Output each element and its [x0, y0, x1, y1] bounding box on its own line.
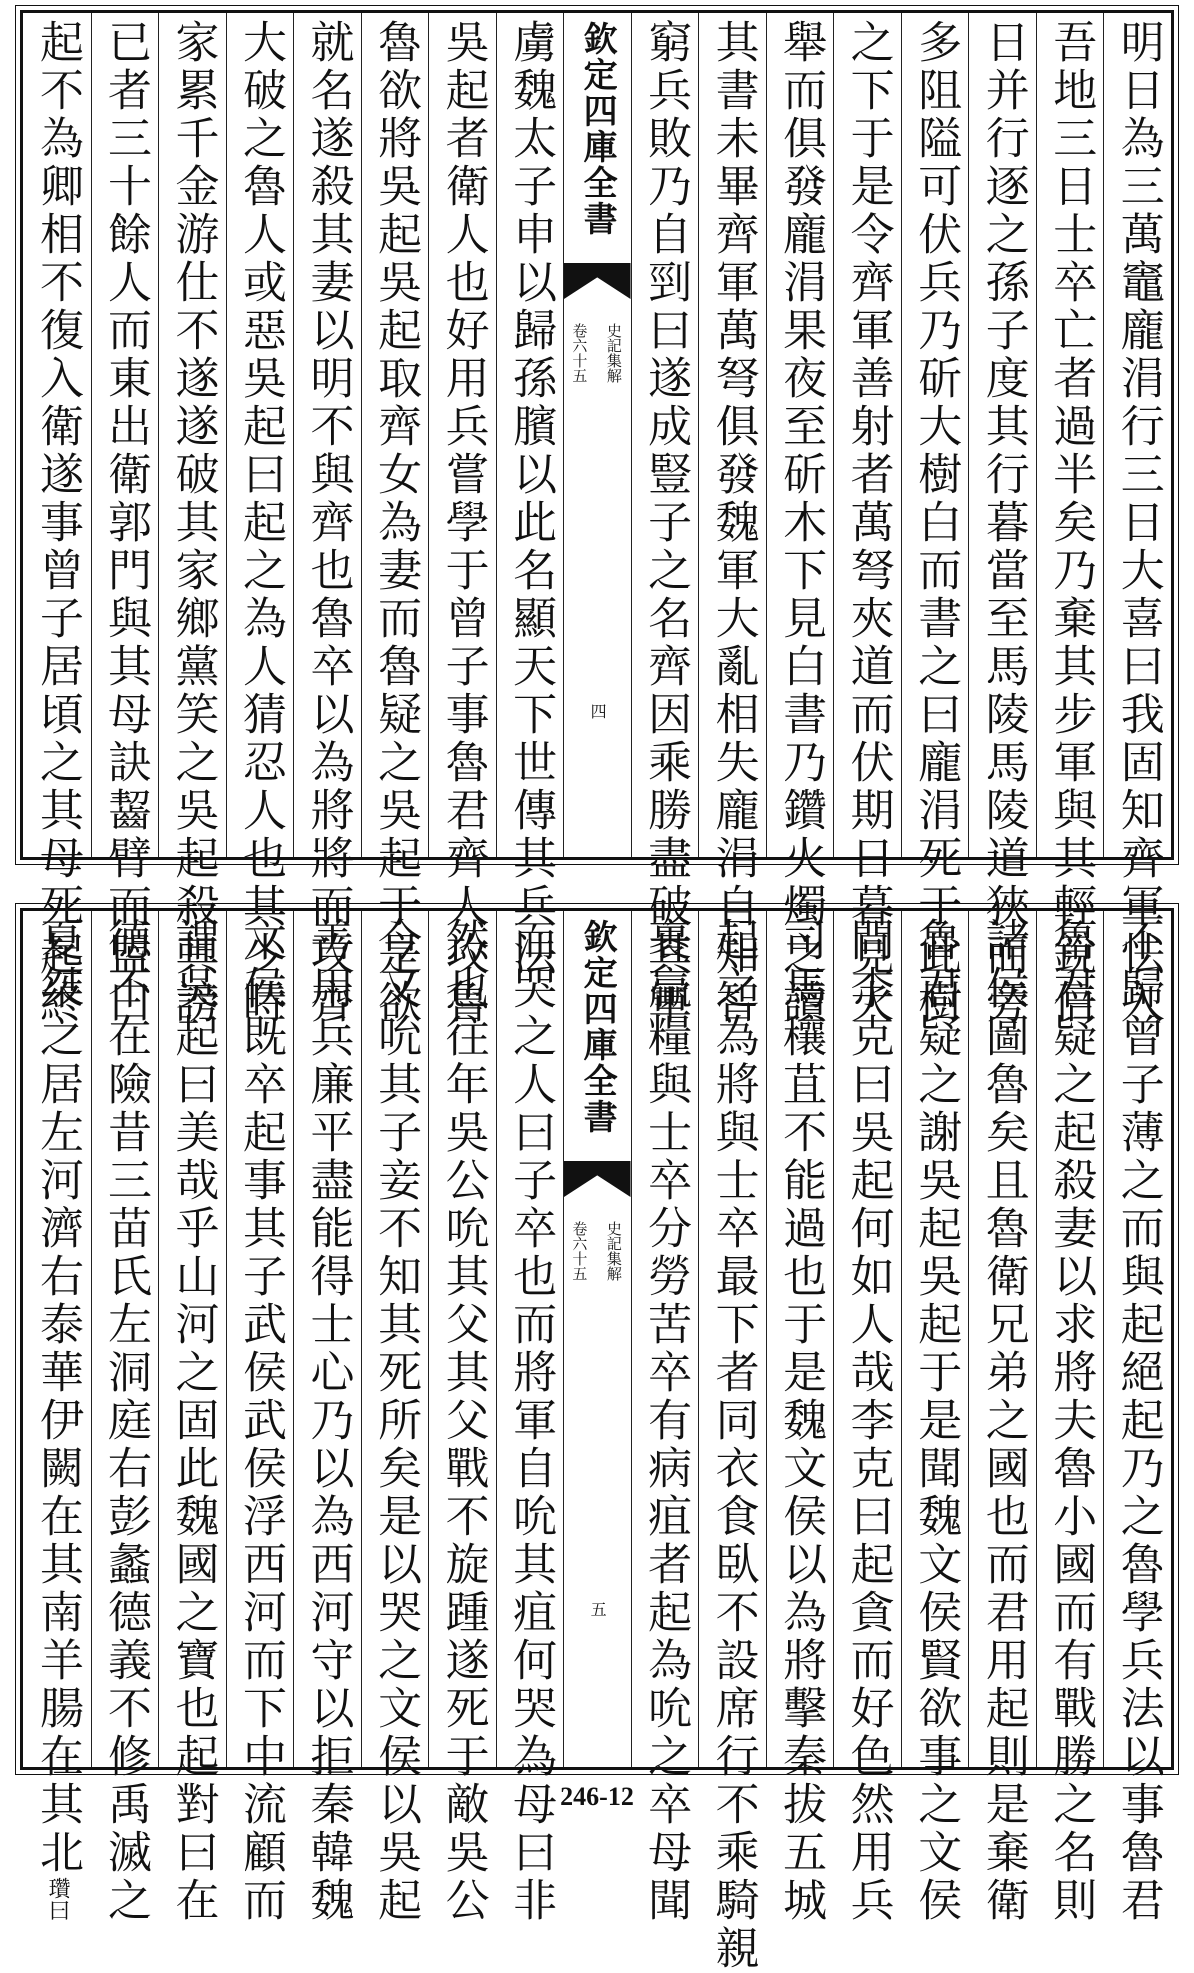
text-column — [293, 13, 361, 1027]
text-column — [968, 13, 1036, 1027]
column-text — [704, 917, 762, 1973]
column-text — [771, 917, 829, 1925]
column-line: 謂吳起曰美哉乎山河之固此魏國之寶也起對曰在 — [167, 917, 219, 1925]
spine-volume: 卷六十五 — [570, 1221, 589, 1281]
text-column — [361, 911, 429, 1925]
column-text — [434, 917, 492, 1925]
column-text — [164, 19, 222, 1027]
column-line: 其書未畢齊軍萬弩俱發魏軍大亂相失龐涓自知智 — [707, 19, 759, 1027]
text-column — [968, 911, 1036, 1925]
text-column — [226, 13, 294, 1027]
text-column — [496, 911, 564, 1925]
column-text — [231, 19, 289, 1027]
column-line: 魯欲將吳起吳起取齊女為妻而魯疑之吳起于是欲 — [370, 19, 422, 1027]
spine-book-name: 史記集解 — [604, 1221, 623, 1281]
fishtail-ornament-icon — [564, 263, 631, 299]
column-line: 舉而俱發龐涓果夜至斫木下見白書乃鑽火燭之讀 — [775, 19, 827, 1027]
text-column — [226, 911, 294, 1925]
text-column — [1103, 13, 1171, 1027]
text-column — [698, 911, 766, 1973]
column-line: 司馬穰苴不能過也于是魏文侯以為將擊秦拔五城 — [775, 917, 827, 1925]
column-text — [839, 917, 897, 1925]
column-text — [96, 19, 154, 1027]
text-column — [631, 13, 699, 1027]
column-line: 大破之魯人或惡吳起曰起之為人猜忍人也其少時 — [235, 19, 287, 1027]
spine-volume: 卷六十五 — [570, 323, 589, 383]
column-text — [434, 19, 492, 1027]
column-line: 之下于是令齊軍善射者萬弩夾道而伏期日暮見火 — [842, 19, 894, 1027]
text-column — [766, 13, 834, 1027]
column-line: 裹贏糧與士卒分勞苦卒有病疽者起為吮之卒母聞 — [640, 917, 692, 1925]
column-line: 然也往年吳公吮其父其父戰不旋踵遂死于敵吳公 — [437, 917, 489, 1925]
text-column — [293, 911, 361, 1925]
spine-page-number: 五 — [588, 1601, 608, 1617]
column-text — [771, 19, 829, 1027]
column-text — [299, 917, 357, 1925]
column-text — [906, 917, 964, 1925]
text-column — [833, 911, 901, 1925]
column-line: 善用兵廉平盡能得士心乃以為西河守以拒秦韓魏 — [302, 917, 354, 1925]
column-line: 不歸曾子薄之而與起絕起乃之魯學兵法以事魯君 — [1112, 917, 1164, 1925]
spine-column — [563, 13, 631, 857]
column-line: 起之為將與士卒最下者同衣食臥不設席行不乘騎親 — [707, 917, 759, 1973]
text-column — [91, 911, 159, 1925]
column-text — [1109, 917, 1167, 1925]
column-text — [839, 19, 897, 1027]
column-text — [704, 19, 762, 1027]
column-text — [164, 917, 222, 1925]
spine-title: 欽定四庫全書 — [577, 919, 618, 1135]
column-line: 問李克曰吳起何如人哉李克曰起貪而好色然用兵 — [842, 917, 894, 1925]
spine-title: 欽定四庫全書 — [577, 21, 618, 237]
text-column — [901, 13, 969, 1027]
text-column — [1036, 13, 1104, 1027]
column-text — [636, 19, 694, 1027]
column-line: 就名遂殺其妻以明不與齊也魯卒以為將將而攻齊 — [302, 19, 354, 1027]
text-column — [23, 13, 91, 1027]
column-text — [974, 19, 1032, 1027]
spine-book-name: 史記集解 — [604, 323, 623, 383]
column-text — [366, 917, 424, 1925]
column-text — [501, 19, 559, 979]
text-column — [833, 13, 901, 1027]
text-column — [766, 911, 834, 1925]
column-line: 虜魏太子申以歸孫臏以此名顯天下世傳其兵法 — [505, 19, 557, 979]
column-line: 夏桀之居左河濟右泰華伊闕在其南羊腸在其北 — [31, 917, 83, 1877]
text-column — [361, 13, 429, 1027]
column-line: 今又吮其子妾不知其死所矣是以哭之文侯以吳起 — [370, 917, 422, 1925]
column-text — [1109, 19, 1167, 1027]
column-line: 魯君疑之謝吳起吳起于是聞魏文侯賢欲事之文侯 — [910, 917, 962, 1925]
text-column — [23, 911, 91, 1921]
column-line: 窮兵敗乃自剄曰遂成豎子之名齊因乘勝盡破其軍 — [640, 19, 692, 1027]
text-column — [631, 911, 699, 1925]
column-line: 德不在險昔三苗氏左洞庭右彭蠡德義不修禹滅之 — [100, 917, 151, 1925]
text-column — [1036, 911, 1104, 1925]
column-line: 日并行逐之孫子度其行暮當至馬陵馬陵道狹而旁 — [977, 19, 1029, 1027]
column-line: 已者三十餘人而東出衛郭門與其母訣齧臂而盟曰 — [100, 19, 151, 1027]
column-text — [1041, 19, 1099, 1027]
text-column — [496, 13, 564, 979]
top-page — [20, 10, 1174, 1027]
column-text — [636, 917, 694, 1925]
column-line: 明日為三萬竈龐涓行三日大喜曰我固知齊軍怯入 — [1112, 19, 1164, 1027]
fishtail-ornament-icon — [564, 1161, 631, 1197]
column-text — [366, 19, 424, 1027]
column-line: 而哭之人曰子卒也而將軍自吮其疽何哭為母曰非 — [505, 917, 557, 1925]
column-line: 起不為卿相不復入衛遂事曾子居頃之其母死起終 — [31, 19, 83, 1027]
column-text — [906, 19, 964, 1027]
column-line: 家累千金游仕不遂遂破其家鄉黨笑之吳起殺其謗 — [167, 19, 219, 1027]
column-line: 吾地三日士卒亡者過半矣乃棄其步軍與其輕銳倍 — [1045, 19, 1097, 1027]
spine-page-number: 四 — [588, 703, 608, 719]
column-line: 諸侯圖魯矣且魯衛兄弟之國也而君用起則是棄衛 — [977, 917, 1029, 1925]
text-column — [428, 13, 496, 1027]
text-column — [158, 13, 226, 1027]
text-column — [158, 911, 226, 1925]
text-column — [901, 911, 969, 1925]
spine-column — [563, 911, 631, 1767]
column-text — [501, 917, 559, 1925]
column-line: 魯君疑之起殺妻以求將夫魯小國而有戰勝之名則 — [1045, 917, 1097, 1925]
text-column — [428, 911, 496, 1925]
column-text — [28, 917, 86, 1921]
annotation-note: 瓚曰 — [44, 1877, 70, 1921]
column-text — [96, 917, 154, 1925]
text-column — [698, 13, 766, 1027]
column-text — [1041, 917, 1099, 1925]
column-text — [974, 917, 1032, 1925]
text-column — [1103, 911, 1171, 1925]
top-columns — [23, 13, 1171, 1027]
column-text — [231, 917, 289, 1925]
column-line: 文侯既卒起事其子武侯武侯浮西河而下中流顧而 — [235, 917, 287, 1925]
column-text — [28, 19, 86, 1027]
column-line: 吳起者衛人也好用兵嘗學于曾子事魯君齊人攻魯 — [437, 19, 489, 1027]
column-line: 多阻隘可伏兵乃斫大樹白而書之曰龐涓死于此樹 — [910, 19, 962, 1027]
column-text — [299, 19, 357, 1027]
text-column — [91, 13, 159, 1027]
page-number-footer: 246-12 — [560, 1782, 634, 1811]
